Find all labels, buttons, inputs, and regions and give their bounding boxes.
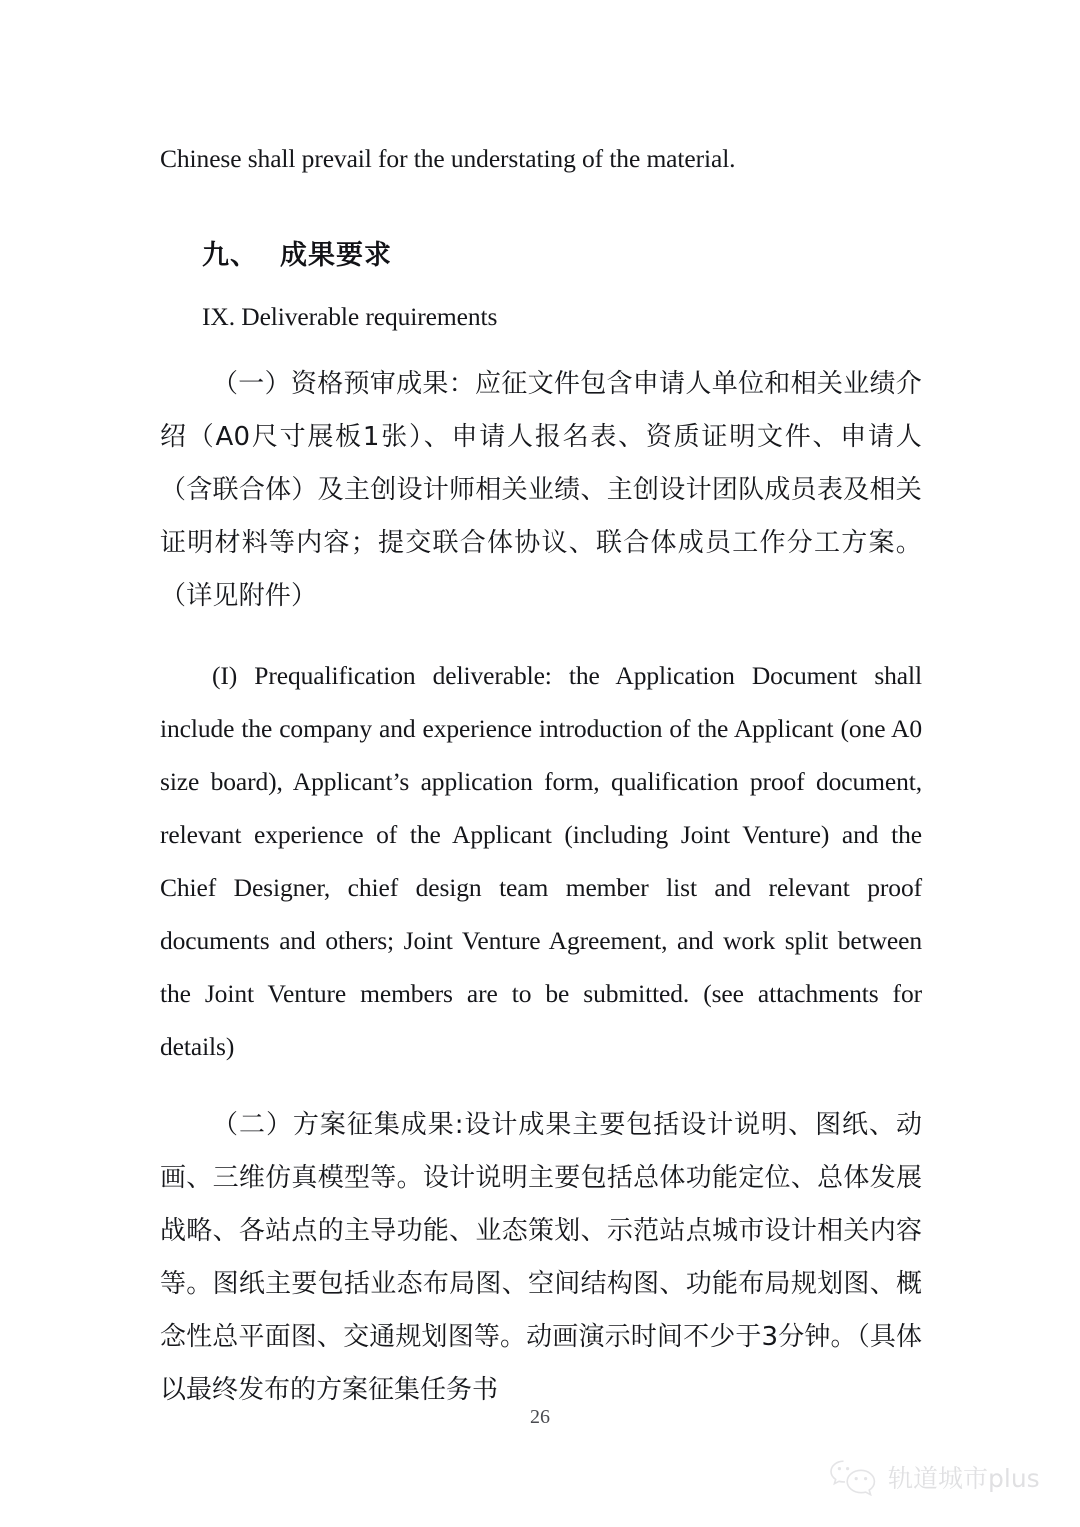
paragraph-prequalification-en: (I) Prequalification deliverable: the Application Document shall include the company and experience introduction of the Applicant (one A0 size board), Applicant’s application form, qualification proof document, relevant experience of the Applicant (including Joint Venture) and the Chief Designer, chief design team member list and relevant proof documents and others; Joint Venture Agreement, and work split between the Joint Venture members are to be submitted. (see attachments for details): [160, 661, 922, 1062]
watermark: [828, 1458, 1040, 1496]
continuation-line: Chinese shall prevail for the understating of the material.: [160, 144, 736, 173]
section-heading: [202, 238, 922, 273]
section-title-cn: 成果要求: [280, 240, 392, 272]
paragraph-prequalification-cn: （一）资格预审成果：应征文件包含申请人单位和相关业绩介绍（A0尺寸展板1张）、申请人报名表、资质证明文件、申请人（含联合体）及主创设计师相关业绩、主创设计团队成员表及相关证明材料等内容；提交联合体协议、联合体成员工作分工方案。（详见附件）: [160, 369, 922, 612]
section-title-en: IX. Deliverable requirements: [202, 301, 498, 331]
wechat-icon: [828, 1458, 880, 1496]
watermark-text: 轨道城市plus: [888, 1464, 1040, 1493]
section-number-cn: 九、: [202, 240, 258, 272]
page-number: 26: [530, 1406, 550, 1428]
paragraph-scheme-collection-cn: （二）方案征集成果:设计成果主要包括设计说明、图纸、动画、三维仿真模型等。设计说明主要包括总体功能定位、总体发展战略、各站点的主导功能、业态策划、示范站点城市设计相关内容等。图纸主要包括业态布局图、空间结构图、功能布局规划图、概念性总平面图、交通规划图等。动画演示时间不少于3分钟。（具体以最终发布的方案征集任务书: [160, 1109, 922, 1405]
document-body: [160, 0, 922, 1443]
